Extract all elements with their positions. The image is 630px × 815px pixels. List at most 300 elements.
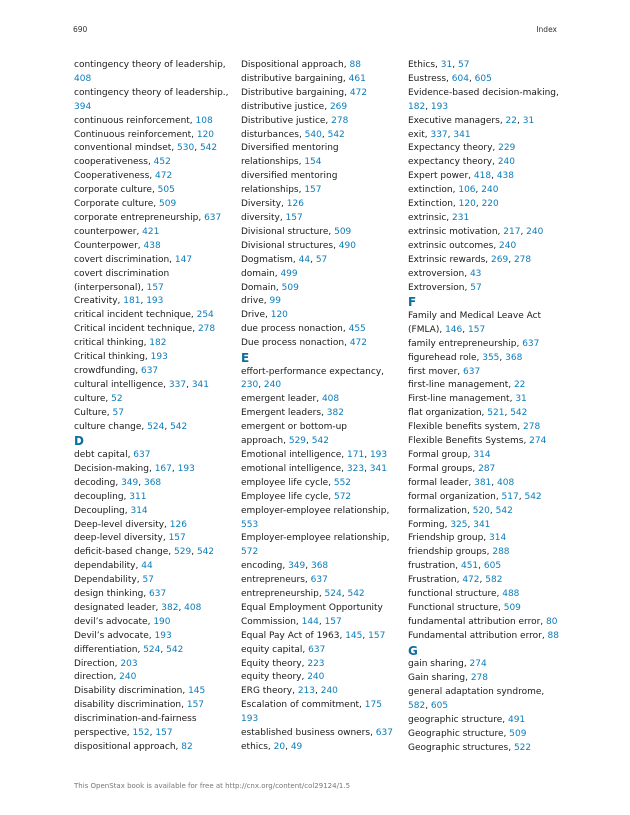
page-link[interactable]: 106 bbox=[458, 185, 476, 196]
page-link[interactable]: 193 bbox=[241, 714, 259, 725]
page-link[interactable]: 193 bbox=[146, 296, 164, 307]
page-link[interactable]: 582 bbox=[408, 700, 426, 711]
page-link[interactable]: 157 bbox=[168, 533, 186, 544]
index-term: Fundamental attribution error, bbox=[408, 630, 548, 641]
page-link[interactable]: 490 bbox=[338, 240, 356, 251]
index-entry bbox=[241, 184, 401, 198]
index-term: relationships, bbox=[241, 157, 305, 168]
index-entry bbox=[408, 338, 568, 352]
page-link[interactable]: 381 bbox=[474, 477, 492, 488]
page-link[interactable]: 126 bbox=[286, 199, 304, 210]
page-link[interactable]: 108 bbox=[195, 115, 213, 126]
index-term: flat organization, bbox=[408, 408, 488, 419]
page-link[interactable]: 57 bbox=[315, 254, 328, 265]
index-entry bbox=[74, 407, 234, 421]
index-term: Escalation of commitment, bbox=[241, 700, 365, 711]
page-link[interactable]: 637 bbox=[308, 644, 326, 655]
page-link[interactable]: 572 bbox=[241, 547, 259, 558]
index-entry: Frustration, 472, 582 bbox=[408, 575, 503, 586]
index-section-letter: E bbox=[241, 351, 250, 366]
index-entry bbox=[241, 226, 401, 240]
index-term: Flexible Benefits Systems, bbox=[408, 436, 530, 447]
index-term: extroversion, bbox=[408, 268, 470, 279]
index-entry bbox=[74, 73, 234, 87]
page-link[interactable]: 349 bbox=[121, 477, 139, 488]
index-entry bbox=[408, 240, 568, 254]
page-link[interactable]: 99 bbox=[269, 296, 281, 307]
index-column-2 bbox=[241, 59, 401, 755]
page-link[interactable]: 408 bbox=[497, 477, 515, 488]
index-term: formal organization, bbox=[408, 491, 502, 502]
index-term: conventional mindset, bbox=[74, 143, 178, 154]
page-link[interactable]: 193 bbox=[154, 630, 172, 641]
index-term: Family and Medical Leave Act bbox=[408, 310, 542, 321]
page-link[interactable]: 509 bbox=[281, 282, 299, 293]
index-term: Executive managers, bbox=[408, 115, 506, 126]
index-entry: Ethics, 31, 57 bbox=[408, 60, 470, 70]
page-link[interactable]: 22 bbox=[513, 380, 526, 391]
page-link[interactable]: 337 bbox=[430, 129, 448, 140]
page-link[interactable]: 509 bbox=[509, 728, 527, 739]
index-term: Decision-making, bbox=[74, 463, 155, 474]
page-link[interactable]: 637 bbox=[149, 589, 167, 600]
page-link[interactable]: 524 bbox=[147, 421, 165, 432]
index-term: relationships, bbox=[241, 185, 305, 196]
index-entry: Commission, 144, 157 bbox=[241, 616, 342, 627]
index-entry bbox=[408, 212, 568, 226]
page-link[interactable]: 341 bbox=[369, 463, 387, 474]
page-link[interactable]: 542 bbox=[495, 505, 513, 516]
page-link[interactable]: 408 bbox=[74, 73, 92, 84]
page-link[interactable]: 529 bbox=[288, 436, 307, 447]
page-link[interactable]: 193 bbox=[369, 449, 388, 460]
page-link[interactable]: 438 bbox=[496, 171, 515, 182]
page-link[interactable]: 278 bbox=[331, 115, 349, 126]
index-entry bbox=[241, 366, 401, 380]
index-entry bbox=[241, 574, 401, 588]
page-link[interactable]: 455 bbox=[348, 324, 366, 335]
page-link[interactable]: 240 bbox=[526, 226, 544, 237]
page-link[interactable]: 274 bbox=[469, 659, 487, 670]
page-link[interactable]: 314 bbox=[489, 533, 507, 544]
page-link[interactable]: 472 bbox=[349, 338, 368, 349]
page-link[interactable]: 552 bbox=[333, 477, 352, 488]
page-link[interactable]: 341 bbox=[191, 379, 210, 390]
page-link[interactable]: 31 bbox=[440, 60, 453, 70]
page-link[interactable]: 637 bbox=[204, 212, 222, 223]
page-link[interactable]: 605 bbox=[430, 700, 449, 711]
index-term: continuous reinforcement, bbox=[74, 115, 196, 126]
page-link[interactable]: 57 bbox=[470, 282, 482, 293]
index-term: distributive bargaining, bbox=[241, 73, 349, 84]
page-link[interactable]: 190 bbox=[153, 616, 171, 627]
index-term: decoupling, bbox=[74, 491, 130, 502]
index-term: Culture, bbox=[74, 407, 113, 418]
index-term: cooperativeness, bbox=[74, 157, 154, 168]
page-link[interactable]: 223 bbox=[307, 658, 325, 669]
page-link[interactable]: 80 bbox=[546, 616, 558, 627]
index-entry bbox=[408, 142, 568, 156]
index-term: established business owners, bbox=[241, 728, 376, 739]
page-link[interactable]: 637 bbox=[310, 575, 328, 586]
page-link[interactable]: 152 bbox=[132, 728, 150, 739]
index-entry: disturbances, 540, 542 bbox=[241, 129, 345, 140]
index-term: First-line management, bbox=[408, 394, 516, 405]
index-entry bbox=[74, 254, 234, 268]
index-term: dispositional approach, bbox=[74, 742, 182, 752]
page-link[interactable]: 637 bbox=[375, 728, 393, 739]
index-entry bbox=[241, 519, 401, 533]
page-link[interactable]: 274 bbox=[529, 436, 547, 447]
page-link[interactable]: 637 bbox=[133, 449, 151, 460]
page-link[interactable]: 167 bbox=[154, 463, 172, 474]
page-link[interactable]: 120 bbox=[196, 129, 215, 140]
page-link[interactable]: 637 bbox=[522, 338, 540, 349]
page-link[interactable]: 408 bbox=[184, 602, 202, 613]
page-link[interactable]: 269 bbox=[491, 254, 509, 265]
page-link[interactable]: 254 bbox=[196, 310, 214, 321]
page-link[interactable]: 341 bbox=[453, 129, 471, 140]
page-link[interactable]: 520 bbox=[472, 505, 490, 516]
page-link[interactable]: 213 bbox=[297, 686, 315, 697]
page-link[interactable]: 572 bbox=[333, 491, 352, 502]
index-entry bbox=[74, 505, 234, 519]
page-link[interactable]: 88 bbox=[349, 60, 361, 70]
page-link[interactable]: 120 bbox=[458, 199, 476, 210]
page-link[interactable]: 157 bbox=[324, 616, 342, 627]
page-link[interactable]: 20 bbox=[273, 742, 286, 752]
index-term: Divisional structures, bbox=[241, 240, 339, 251]
page-link[interactable]: 57 bbox=[457, 60, 470, 70]
page-link[interactable]: 524 bbox=[143, 644, 161, 655]
index-entry bbox=[74, 351, 234, 365]
index-section-letter: D bbox=[74, 434, 84, 449]
page-link[interactable]: 368 bbox=[143, 477, 162, 488]
index-entry: Executive managers, 22, 31 bbox=[408, 115, 535, 126]
index-term: crowdfunding, bbox=[74, 365, 141, 376]
page-link[interactable]: 240 bbox=[481, 185, 499, 196]
index-term: entrepreneurship, bbox=[241, 589, 325, 600]
page-link[interactable]: 57 bbox=[112, 407, 124, 418]
page-link[interactable]: 147 bbox=[174, 254, 193, 265]
index-term: Distributive bargaining, bbox=[241, 87, 350, 98]
page-link[interactable]: 193 bbox=[177, 463, 195, 474]
page-link[interactable]: 491 bbox=[507, 714, 526, 725]
page-link[interactable]: 421 bbox=[142, 226, 160, 237]
index-term: Distributive justice, bbox=[241, 115, 332, 126]
index-entry: conventional mindset, 530, 542 bbox=[74, 143, 218, 154]
index-entry bbox=[241, 170, 401, 184]
page-link[interactable]: 52 bbox=[111, 393, 123, 404]
page-link[interactable]: 145 bbox=[345, 630, 363, 641]
page-link[interactable]: 488 bbox=[502, 589, 520, 600]
index-term: due process nonaction, bbox=[241, 324, 349, 335]
page-link[interactable]: 240 bbox=[307, 672, 325, 683]
index-term: Due process nonaction, bbox=[241, 338, 350, 349]
index-term: corporate culture, bbox=[74, 185, 158, 196]
index-term: ethics, bbox=[241, 742, 274, 752]
page-link[interactable]: 382 bbox=[326, 408, 344, 419]
page-link[interactable]: 325 bbox=[450, 519, 468, 530]
index-entry bbox=[74, 574, 234, 588]
page-link[interactable]: 314 bbox=[473, 449, 491, 460]
page-link[interactable]: 542 bbox=[196, 547, 215, 558]
page-link[interactable]: 231 bbox=[452, 212, 470, 223]
index-term: Direction, bbox=[74, 658, 121, 669]
page-link[interactable]: 452 bbox=[153, 157, 171, 168]
page-link[interactable]: 171 bbox=[347, 449, 365, 460]
index-term: Counterpower, bbox=[74, 240, 144, 251]
page-link[interactable]: 509 bbox=[159, 199, 177, 210]
index-entry: Extrinsic rewards, 269, 278 bbox=[408, 254, 532, 265]
page-link[interactable]: 278 bbox=[523, 422, 541, 433]
page-link[interactable]: 49 bbox=[290, 742, 303, 752]
page-link[interactable]: 368 bbox=[310, 561, 329, 572]
index-entry: Eustress, 604, 605 bbox=[408, 73, 492, 84]
index-entry bbox=[241, 240, 401, 254]
page-link[interactable]: 240 bbox=[497, 157, 515, 168]
page-link[interactable]: 542 bbox=[510, 408, 528, 419]
index-term: Drive, bbox=[241, 310, 271, 321]
index-term: extrinsic, bbox=[408, 212, 452, 223]
page-link[interactable]: 240 bbox=[263, 380, 282, 391]
page-link[interactable]: 394 bbox=[74, 101, 92, 112]
page-link[interactable]: 524 bbox=[324, 589, 342, 600]
index-term: cultural intelligence, bbox=[74, 379, 169, 390]
index-entry: 230, 240 bbox=[241, 380, 282, 391]
index-entry bbox=[241, 101, 401, 115]
index-term: covert discrimination bbox=[74, 268, 170, 279]
page-link[interactable]: 472 bbox=[155, 171, 173, 182]
index-entry: perspective, 152, 157 bbox=[74, 728, 173, 739]
index-entry bbox=[241, 532, 401, 546]
page-link[interactable]: 355 bbox=[482, 352, 500, 363]
index-entry bbox=[241, 713, 401, 727]
page-link[interactable]: 337 bbox=[168, 379, 187, 390]
index-entry bbox=[74, 365, 234, 379]
index-term: Extroversion, bbox=[408, 282, 471, 293]
index-entry bbox=[241, 699, 401, 713]
page-link[interactable]: 472 bbox=[349, 87, 368, 98]
index-term: direction, bbox=[74, 672, 120, 683]
index-entry: Dogmatism, 44, 57 bbox=[241, 254, 328, 265]
page-link[interactable]: 43 bbox=[469, 268, 482, 279]
index-term: Expectancy theory, bbox=[408, 143, 499, 154]
page-link[interactable]: 408 bbox=[321, 394, 340, 405]
page-link[interactable]: 230 bbox=[241, 380, 259, 391]
page-link[interactable]: 582 bbox=[485, 575, 503, 586]
index-term: Disability discrimination, bbox=[74, 686, 189, 697]
index-term: Diversity, bbox=[241, 199, 287, 210]
page-link[interactable]: 269 bbox=[329, 101, 348, 112]
index-entry: approach, 529, 542 bbox=[241, 436, 329, 447]
page-link[interactable]: 542 bbox=[199, 143, 218, 154]
index-term: emotional intelligence, bbox=[241, 463, 347, 474]
index-term: perspective, bbox=[74, 728, 133, 739]
index-entry bbox=[408, 658, 568, 672]
index-term: ERG theory, bbox=[241, 686, 298, 697]
page-link[interactable]: 529 bbox=[174, 547, 192, 558]
page-link[interactable]: 193 bbox=[150, 352, 168, 363]
page-link[interactable]: 349 bbox=[288, 561, 306, 572]
index-term: Ethics, bbox=[408, 60, 441, 70]
page-link[interactable]: 499 bbox=[280, 268, 298, 279]
page-link[interactable]: 157 bbox=[368, 630, 386, 641]
page-link[interactable]: 509 bbox=[503, 602, 521, 613]
page-link[interactable]: 517 bbox=[501, 491, 519, 502]
page-link[interactable]: 542 bbox=[524, 491, 542, 502]
index-term: differentiation, bbox=[74, 644, 144, 655]
index-entry bbox=[74, 115, 234, 129]
index-entry: ERG theory, 213, 240 bbox=[241, 686, 338, 697]
page-link[interactable]: 472 bbox=[462, 575, 480, 586]
index-term: emergent leader, bbox=[241, 394, 322, 405]
index-entry: Decision-making, 167, 193 bbox=[74, 463, 195, 474]
index-entry bbox=[74, 685, 234, 699]
page-link[interactable]: 323 bbox=[346, 463, 365, 474]
index-term: entrepreneurs, bbox=[241, 575, 311, 586]
index-entry bbox=[74, 59, 234, 73]
page-link[interactable]: 217 bbox=[503, 226, 521, 237]
page-link[interactable]: 203 bbox=[120, 658, 138, 669]
page-link[interactable]: 240 bbox=[499, 240, 517, 251]
page-link[interactable]: 521 bbox=[487, 408, 505, 419]
page-link[interactable]: 157 bbox=[468, 324, 486, 335]
page-link[interactable]: 542 bbox=[311, 436, 329, 447]
index-entry bbox=[408, 728, 568, 742]
index-section-letter: F bbox=[408, 295, 417, 310]
page-link[interactable]: 509 bbox=[334, 226, 352, 237]
page-link[interactable]: 522 bbox=[513, 742, 532, 753]
page-link[interactable]: 542 bbox=[347, 589, 365, 600]
page-link[interactable]: 31 bbox=[522, 115, 535, 126]
index-term: employer-employee relationship, bbox=[241, 505, 390, 516]
index-entry bbox=[74, 658, 234, 672]
index-term: domain, bbox=[241, 268, 281, 279]
index-term: debt capital, bbox=[74, 449, 134, 460]
page-link[interactable]: 461 bbox=[348, 73, 366, 84]
page-link[interactable]: 530 bbox=[177, 143, 195, 154]
index-term: Deep-level diversity, bbox=[74, 519, 170, 530]
page-link[interactable]: 31 bbox=[515, 394, 527, 405]
index-term: exit, bbox=[408, 129, 431, 140]
page-link[interactable]: 175 bbox=[364, 700, 382, 711]
index-entry bbox=[408, 310, 568, 324]
page-link[interactable]: 368 bbox=[505, 352, 523, 363]
index-term: distributive justice, bbox=[241, 101, 330, 112]
page-link[interactable]: 126 bbox=[169, 519, 187, 530]
page-link[interactable]: 604 bbox=[451, 73, 469, 84]
page-link[interactable]: 157 bbox=[186, 700, 205, 711]
page-link[interactable]: 182 bbox=[149, 338, 167, 349]
page-link[interactable]: 157 bbox=[155, 728, 173, 739]
page-link[interactable]: 278 bbox=[197, 324, 216, 335]
page-link[interactable]: 240 bbox=[119, 672, 137, 683]
page-link[interactable]: 288 bbox=[492, 547, 510, 558]
page-link[interactable]: 44 bbox=[298, 254, 311, 265]
page-link[interactable]: 193 bbox=[430, 101, 449, 112]
page-link[interactable]: 44 bbox=[141, 561, 153, 572]
page-link[interactable]: 240 bbox=[320, 686, 338, 697]
index-entry bbox=[241, 156, 401, 170]
index-entry bbox=[408, 366, 568, 380]
index-entry bbox=[74, 170, 234, 184]
index-entry bbox=[408, 588, 568, 602]
page-link[interactable]: 146 bbox=[445, 324, 463, 335]
page-link[interactable]: 157 bbox=[285, 212, 303, 223]
index-entry bbox=[408, 602, 568, 616]
page-link[interactable]: 553 bbox=[241, 519, 259, 530]
page-link[interactable]: 88 bbox=[547, 630, 559, 641]
index-term: Flexible benefits system, bbox=[408, 422, 523, 433]
index-term: disability discrimination, bbox=[74, 700, 187, 711]
page-link[interactable]: 605 bbox=[483, 561, 502, 572]
page-link[interactable]: 637 bbox=[140, 365, 159, 376]
index-term: Forming, bbox=[408, 519, 451, 530]
index-column-1 bbox=[74, 59, 234, 755]
index-entry bbox=[408, 393, 568, 407]
index-term: Devil’s advocate, bbox=[74, 630, 155, 641]
page-link[interactable]: 382 bbox=[161, 602, 179, 613]
page-link[interactable]: 278 bbox=[470, 673, 488, 684]
page-link[interactable]: 157 bbox=[304, 185, 322, 196]
page-link[interactable]: 181 bbox=[123, 296, 141, 307]
index-entry bbox=[74, 393, 234, 407]
index-entry bbox=[408, 686, 568, 700]
page-link[interactable]: 82 bbox=[181, 742, 193, 752]
index-entry bbox=[74, 282, 234, 296]
page-link[interactable]: 229 bbox=[498, 143, 516, 154]
page-link[interactable]: 341 bbox=[473, 519, 491, 530]
index-term: Equity theory, bbox=[241, 658, 308, 669]
page-link[interactable]: 451 bbox=[460, 561, 479, 572]
index-term: Evidence-based decision-making, bbox=[408, 87, 559, 98]
index-term: Extrinsic rewards, bbox=[408, 254, 492, 265]
index-entry bbox=[241, 323, 401, 337]
page-link[interactable]: 144 bbox=[301, 616, 319, 627]
page-link[interactable]: 438 bbox=[143, 240, 161, 251]
page-link[interactable]: 145 bbox=[188, 686, 206, 697]
page-link[interactable]: 154 bbox=[304, 157, 322, 168]
page-link[interactable]: 540 bbox=[304, 129, 322, 140]
index-entry bbox=[74, 198, 234, 212]
index-term: discrimination-and-fairness bbox=[74, 714, 197, 725]
page-link[interactable]: 220 bbox=[481, 199, 499, 210]
page-link[interactable]: 157 bbox=[146, 282, 164, 293]
index-entry bbox=[241, 87, 401, 101]
page-link[interactable]: 311 bbox=[129, 491, 147, 502]
page-link[interactable]: 505 bbox=[157, 185, 175, 196]
index-entry bbox=[241, 407, 401, 421]
page-link[interactable]: 57 bbox=[142, 575, 154, 586]
page-link[interactable]: 637 bbox=[463, 366, 481, 377]
page-link[interactable]: 542 bbox=[327, 129, 345, 140]
page-link[interactable]: 418 bbox=[473, 171, 492, 182]
page-link[interactable]: 605 bbox=[474, 73, 492, 84]
page-link[interactable]: 314 bbox=[130, 505, 148, 516]
index-entry: differentiation, 524, 542 bbox=[74, 644, 184, 655]
index-entry bbox=[241, 658, 401, 672]
page-link[interactable]: 278 bbox=[513, 254, 532, 265]
page-link[interactable]: 120 bbox=[270, 310, 288, 321]
page-link[interactable]: 542 bbox=[170, 421, 188, 432]
page-link[interactable]: 542 bbox=[166, 644, 184, 655]
page-link[interactable]: 287 bbox=[478, 463, 496, 474]
page-link[interactable]: 22 bbox=[505, 115, 517, 126]
page-link[interactable]: 182 bbox=[408, 101, 426, 112]
index-term: equity capital, bbox=[241, 644, 309, 655]
index-term: design thinking, bbox=[74, 589, 150, 600]
